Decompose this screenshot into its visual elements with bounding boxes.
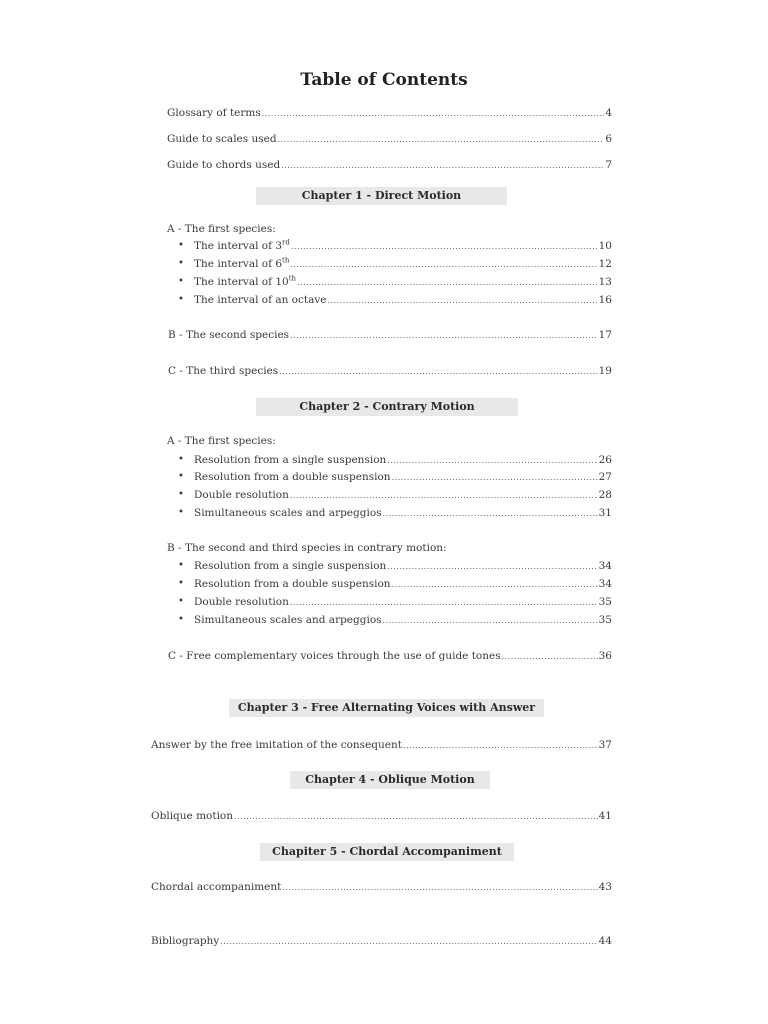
- bullet-icon: •: [178, 507, 184, 518]
- dot-leader: [290, 257, 597, 272]
- dot-leader: [290, 488, 598, 503]
- dot-leader: [290, 328, 598, 343]
- dot-leader: [387, 453, 597, 468]
- page-number: 12: [598, 258, 612, 270]
- page-number: 7: [605, 159, 612, 171]
- dot-leader: [383, 506, 598, 521]
- superscript: th: [288, 274, 297, 283]
- entry-label: Chordal accompaniment: [151, 881, 282, 893]
- page-number: 41: [598, 810, 612, 822]
- toc-entry-chords[interactable]: [167, 158, 612, 172]
- dot-leader: [392, 577, 598, 592]
- toc-entry[interactable]: [194, 613, 612, 627]
- section-b-heading: B - The second and third species in contrary motion:: [167, 542, 447, 554]
- section-a-heading: A - The first species:: [167, 435, 276, 447]
- bullet-icon: •: [178, 560, 184, 571]
- entry-label: Resolution from a double suspension: [194, 578, 391, 590]
- page-number: 37: [598, 739, 612, 751]
- dot-leader: [297, 275, 598, 290]
- page-number: 35: [598, 614, 612, 626]
- bullet-icon: •: [178, 276, 184, 287]
- page-number: 19: [598, 365, 612, 377]
- entry-label: Resolution from a single suspension: [194, 454, 387, 466]
- dot-leader: [234, 809, 598, 824]
- page-number: 44: [598, 935, 612, 947]
- page-number: 31: [598, 507, 612, 519]
- entry-label: Answer by the free imitation of the consequent: [151, 739, 402, 751]
- page-number: 35: [598, 596, 612, 608]
- toc-entry[interactable]: [194, 470, 612, 484]
- dot-leader: [262, 106, 605, 121]
- toc-entry-guide-tones[interactable]: [168, 649, 612, 663]
- entry-label: Glossary of terms: [167, 107, 261, 119]
- page-number: 6: [605, 133, 612, 145]
- entry-label: Double resolution: [194, 596, 289, 608]
- dot-leader: [282, 880, 597, 895]
- page-number: 13: [598, 276, 612, 288]
- toc-entry[interactable]: [194, 506, 612, 520]
- page-number: 36: [598, 650, 612, 662]
- bullet-icon: •: [178, 489, 184, 500]
- toc-entry-scales[interactable]: [167, 132, 612, 146]
- toc-entry[interactable]: [194, 559, 612, 573]
- entry-text: The interval of 10: [194, 276, 289, 288]
- page-number: 17: [598, 329, 612, 341]
- bullet-icon: •: [178, 578, 184, 589]
- toc-entry[interactable]: [194, 595, 612, 609]
- dot-leader: [403, 738, 598, 753]
- section-a-heading: A - The first species:: [167, 223, 276, 235]
- bullet-icon: •: [178, 294, 184, 305]
- chapter-3-heading: Chapter 3 - Free Alternating Voices with Answer: [229, 699, 544, 717]
- chapter-2-heading: Chapter 2 - Contrary Motion: [256, 398, 518, 416]
- dot-leader: [392, 470, 598, 485]
- entry-label: Simultaneous scales and arpeggios: [194, 614, 382, 626]
- page-number: 27: [598, 471, 612, 483]
- toc-entry-bibliography[interactable]: [151, 934, 612, 948]
- toc-entry-chordal[interactable]: [151, 880, 612, 894]
- bullet-icon: •: [178, 454, 184, 465]
- entry-text: The interval of 3: [194, 240, 283, 252]
- dot-leader: [290, 595, 598, 610]
- bullet-icon: •: [178, 471, 184, 482]
- page-number: 34: [598, 560, 612, 572]
- superscript: rd: [282, 238, 290, 247]
- toc-entry-glossary[interactable]: [167, 106, 612, 120]
- page-number: 26: [598, 454, 612, 466]
- dot-leader: [387, 559, 597, 574]
- entry-label: B - The second species: [168, 329, 290, 341]
- page-number: 28: [598, 489, 612, 501]
- entry-label: Guide to chords used: [167, 159, 281, 171]
- toc-entry-third-species[interactable]: [168, 364, 612, 378]
- page-number: 10: [598, 240, 612, 252]
- chapter-4-heading: Chapter 4 - Oblique Motion: [290, 771, 490, 789]
- entry-label: Simultaneous scales and arpeggios: [194, 507, 382, 519]
- entry-label: C - The third species: [168, 365, 279, 377]
- bullet-icon: •: [178, 258, 184, 269]
- toc-entry[interactable]: [194, 293, 612, 307]
- page-number: 34: [598, 578, 612, 590]
- entry-label: Bibliography: [151, 935, 220, 947]
- toc-entry[interactable]: [194, 275, 612, 289]
- toc-entry[interactable]: [194, 577, 612, 591]
- dot-leader: [502, 649, 598, 664]
- entry-label: The interval of an octave: [194, 294, 327, 306]
- chapter-1-heading: Chapter 1 - Direct Motion: [256, 187, 507, 205]
- entry-label: Oblique motion: [151, 810, 234, 822]
- toc-entry[interactable]: [194, 239, 612, 253]
- dot-leader: [281, 158, 604, 173]
- toc-entry[interactable]: [194, 453, 612, 467]
- entry-label: C - Free complementary voices through the use of guide tones: [168, 650, 501, 662]
- entry-label: [194, 275, 296, 289]
- chapter-5-heading: Chapiter 5 - Chordal Accompaniment: [260, 843, 514, 861]
- page-title: Table of Contents: [300, 70, 468, 90]
- bullet-icon: •: [178, 614, 184, 625]
- toc-entry[interactable]: [194, 257, 612, 271]
- entry-label: Resolution from a double suspension: [194, 471, 391, 483]
- toc-entry-oblique[interactable]: [151, 809, 612, 823]
- dot-leader: [383, 613, 598, 628]
- entry-label: Guide to scales used: [167, 133, 277, 145]
- entry-text: The interval of 6: [194, 258, 283, 270]
- dot-leader: [291, 239, 598, 254]
- entry-label: [194, 239, 290, 253]
- superscript: th: [282, 256, 290, 265]
- page-number: 43: [598, 881, 612, 893]
- toc-entry-second-species[interactable]: [168, 328, 612, 342]
- entry-label: Double resolution: [194, 489, 289, 501]
- toc-entry[interactable]: [194, 488, 612, 502]
- entry-label: Resolution from a single suspension: [194, 560, 387, 572]
- dot-leader: [220, 934, 597, 949]
- dot-leader: [279, 364, 597, 379]
- page-number: 4: [605, 107, 612, 119]
- bullet-icon: •: [178, 596, 184, 607]
- page-number: 16: [598, 294, 612, 306]
- dot-leader: [328, 293, 598, 308]
- entry-label: [194, 257, 289, 271]
- toc-entry-answer[interactable]: [151, 738, 612, 752]
- dot-leader: [278, 132, 605, 147]
- bullet-icon: •: [178, 240, 184, 251]
